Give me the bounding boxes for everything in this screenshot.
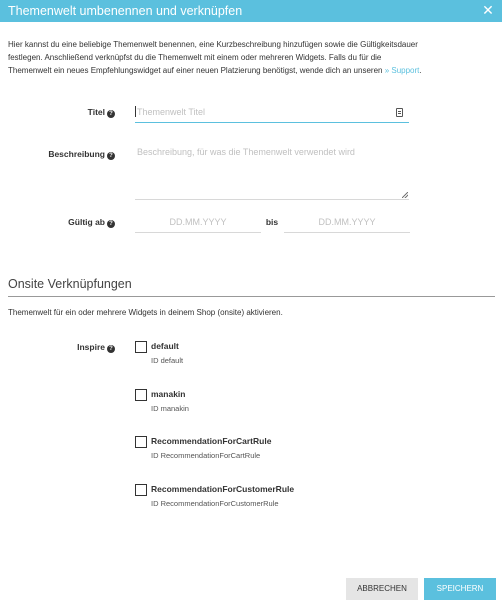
dialog-header bbox=[0, 0, 502, 22]
help-icon[interactable]: ? bbox=[107, 345, 115, 353]
intro-line-3: Themenwelt ein neues Empfehlungswidget auf einer neuen Platzierung benötigst, wende dich an unseren bbox=[8, 66, 383, 75]
section-divider bbox=[8, 296, 495, 297]
widget-name: RecommendationForCartRule bbox=[151, 436, 272, 446]
close-icon[interactable]: ✕ bbox=[482, 2, 494, 18]
resize-handle-icon[interactable] bbox=[402, 192, 408, 198]
dialog-title: Themenwelt umbenennen und verknüpfen bbox=[8, 4, 243, 18]
widget-id: ID RecommendationForCartRule bbox=[151, 451, 261, 460]
text-caret bbox=[135, 106, 136, 117]
valid-from-input[interactable] bbox=[135, 213, 261, 233]
section-title: Onsite Verknüpfungen bbox=[8, 277, 132, 291]
help-icon[interactable]: ? bbox=[107, 110, 115, 118]
widget-name: manakin bbox=[151, 389, 186, 399]
description-label: Beschreibung ? bbox=[30, 149, 115, 160]
widget-name: RecommendationForCustomerRule bbox=[151, 484, 295, 494]
valid-from-placeholder: DD.MM.YYYY bbox=[169, 217, 227, 227]
widget-checkbox-manakin[interactable] bbox=[135, 389, 147, 401]
intro-line-1: Hier kannst du eine beliebige Themenwelt benennen, eine Kurzbeschreibung hinzufügen sowie die Gültigkeitsdauer bbox=[8, 40, 418, 49]
cancel-button[interactable]: ABBRECHEN bbox=[346, 578, 418, 600]
description-placeholder: Beschreibung, für was die Themenwelt verwendet wird bbox=[137, 147, 355, 157]
widget-id: ID manakin bbox=[151, 404, 189, 413]
help-icon[interactable]: ? bbox=[107, 152, 115, 160]
widget-id: ID default bbox=[151, 356, 184, 365]
valid-from-label: Gültig ab ? bbox=[40, 217, 115, 228]
help-icon[interactable]: ? bbox=[107, 220, 115, 228]
intro-text: Hier kannst du eine beliebige Themenwelt benennen, eine Kurzbeschreibung hinzufügen sowie die Gültigkeitsdauer festlegen. Anschließend verknüpfst du die Themenwelt mit einem oder mehreren Widgets. Falls du für die Themenwelt ein neues Empfehlungswidget auf einer neuen Platzierung benötigst, wende dich an unseren » Support. bbox=[8, 40, 422, 75]
valid-to-input[interactable] bbox=[284, 213, 410, 233]
save-button[interactable]: SPEICHERN bbox=[424, 578, 496, 600]
description-textarea[interactable] bbox=[135, 146, 409, 200]
widget-checkbox-customer-rule[interactable] bbox=[135, 484, 147, 496]
intro-line-2: festlegen. Anschließend verknüpfst du die Themenwelt mit einem oder mehreren Widgets. Falls du für die bbox=[8, 53, 382, 62]
support-link[interactable]: » Support bbox=[384, 66, 420, 75]
valid-to-placeholder: DD.MM.YYYY bbox=[318, 217, 376, 227]
title-placeholder: Themenwelt Titel bbox=[137, 107, 206, 117]
form-field-icon bbox=[396, 108, 403, 117]
widget-checkbox-default[interactable] bbox=[135, 341, 147, 353]
section-description: Themenwelt für ein oder mehrere Widgets in deinem Shop (onsite) aktivieren. bbox=[8, 308, 283, 317]
inspire-label: Inspire ? bbox=[40, 342, 115, 353]
widget-id: ID RecommendationForCustomerRule bbox=[151, 499, 279, 508]
title-input[interactable] bbox=[135, 105, 409, 123]
widget-name: default bbox=[151, 341, 179, 351]
title-label: Titel ? bbox=[40, 107, 115, 118]
widget-checkbox-cart-rule[interactable] bbox=[135, 436, 147, 448]
bis-label: bis bbox=[265, 217, 279, 227]
